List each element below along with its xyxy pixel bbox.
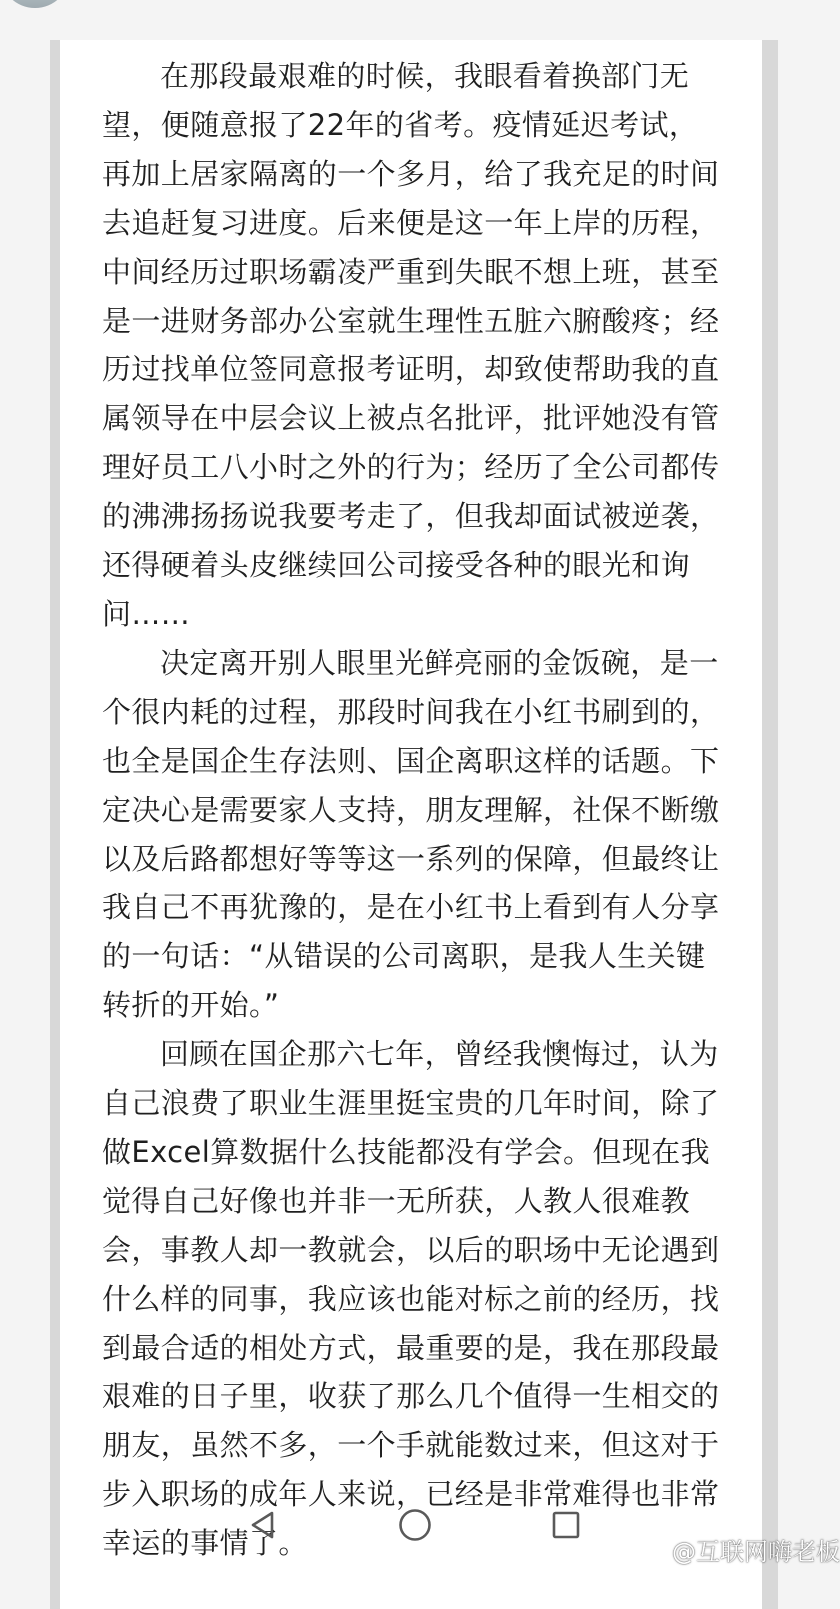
article-paragraph-3: 回顾在国企那六七年，曾经我懊悔过，认为自己浪费了职业生涯里挺宝贵的几年时间，除了做Excel算数据什么技能都没有学会。但现在我觉得自己好像也并非一无所获，人教人很难教会，事教人却一教就会，以后的职场中无论遇到什么样的同事，我应该也能对标之前的经历，找到最合适的相处方式，最重要的是，我在那段最艰难的日子里，收获了那么几个值得一生相交的朋友，虽然不多，一个手就能数过来，但这对于步入职场的成年人来说，已经是非常难得也非常幸运的事情了。 bbox=[102, 1037, 720, 1561]
nav-back-button[interactable] bbox=[243, 1505, 283, 1545]
article-paragraph-2: 决定离开别人眼里光鲜亮丽的金饭碗，是一个很内耗的过程，那段时间我在小红书刷到的，也全是国企生存法则、国企离职这样的话题。下定决心是需要家人支持，朋友理解，社保不断缴以及后路都想好等等这一系列的保障，但最终让我自己不再犹豫的，是在小红书上看到有人分享的一句话：“从错误的公司离职，是我人生关键转折的开始。” bbox=[102, 645, 720, 1023]
recent-square-icon bbox=[551, 1510, 581, 1540]
nav-home-button[interactable] bbox=[395, 1505, 435, 1545]
page-edge-right bbox=[762, 40, 778, 1609]
weibo-logo-icon bbox=[626, 1534, 666, 1564]
back-triangle-icon bbox=[248, 1510, 278, 1540]
page-edge-left bbox=[50, 40, 60, 1609]
home-circle-icon bbox=[398, 1508, 432, 1542]
avatar bbox=[0, 0, 70, 8]
watermark-text: @互联网嗨老板 bbox=[672, 1537, 840, 1566]
article-paragraph-1: 在那段最艰难的时候，我眼看着换部门无望，便随意报了22年的省考。疫情延迟考试，再加上居家隔离的一个多月，给了我充足的时间去追赶复习进度。后来便是这一年上岸的历程，中间经历过职场霸凌严重到失眠不想上班，甚至是一进财务部办公室就生理性五脏六腑酸疼；经历过找单位签同意报考证明，却致使帮助我的直属领导在中层会议上被点名批评，批评她没有管理好员工八小时之外的行为；经历了全公司都传的沸沸扬扬说我要考走了，但我却面试被逆袭，还得硬着头皮继续回公司接受各种的眼光和询问…… bbox=[102, 59, 720, 631]
article-body bbox=[102, 52, 720, 1568]
nav-recent-apps-button[interactable] bbox=[546, 1505, 586, 1545]
weibo-watermark bbox=[626, 1531, 840, 1567]
